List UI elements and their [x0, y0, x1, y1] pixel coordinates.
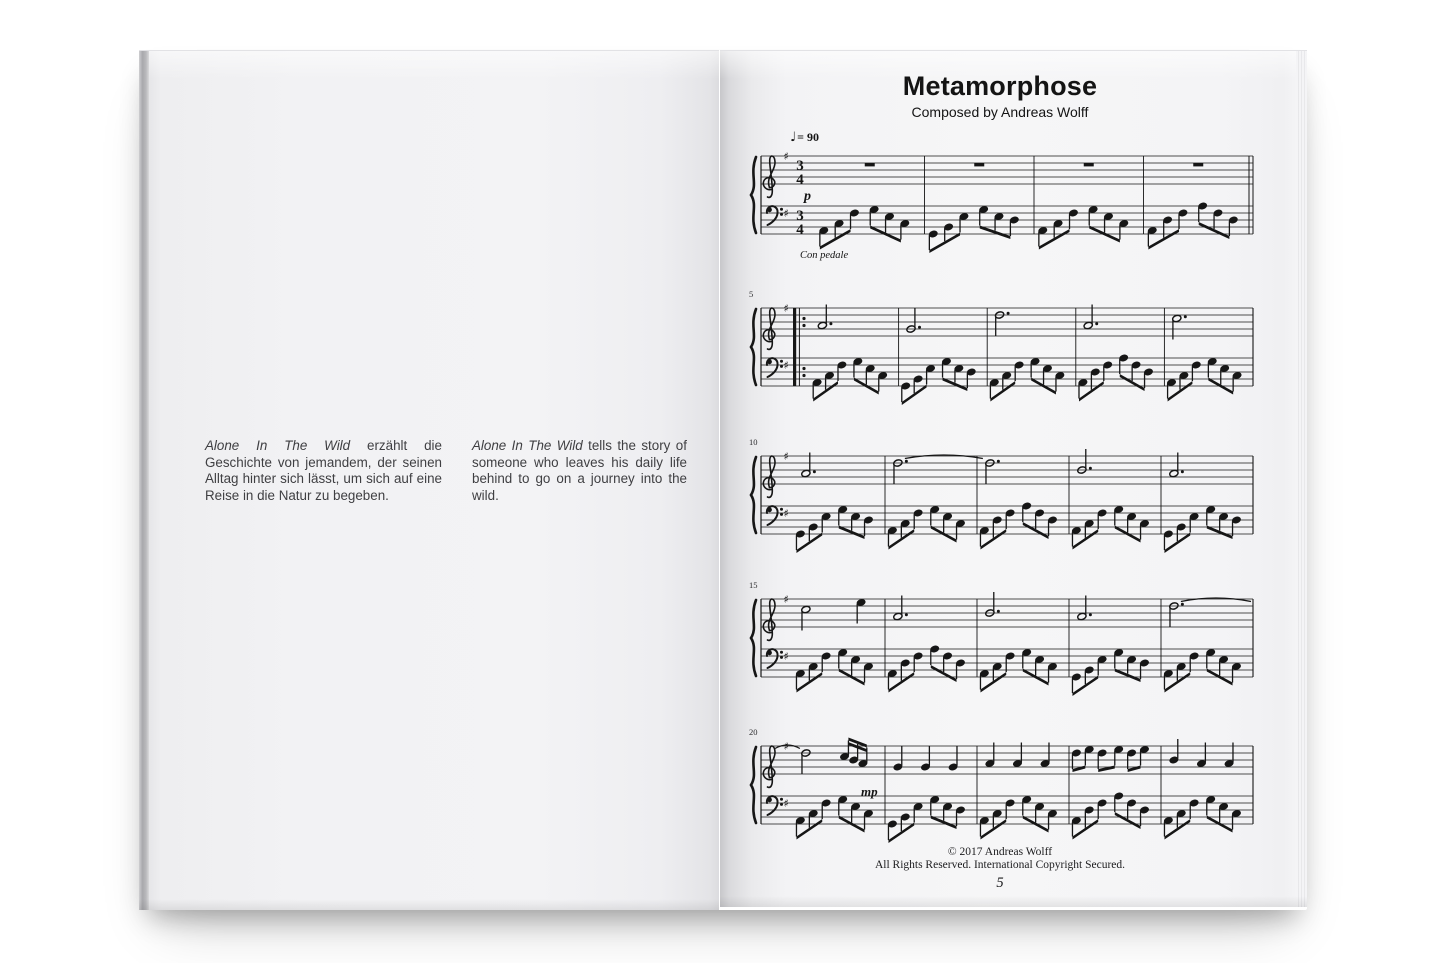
svg-text:♯: ♯	[783, 796, 789, 810]
svg-text:♯: ♯	[783, 593, 789, 607]
svg-text:♯: ♯	[783, 649, 789, 663]
svg-text:♯: ♯	[783, 506, 789, 520]
german-description	[205, 438, 442, 504]
music-system-4	[745, 589, 1255, 701]
right-page	[720, 50, 1307, 907]
page-number: 5	[996, 875, 1004, 891]
work-title-english: Alone In The Wild	[472, 438, 583, 453]
svg-text:♯: ♯	[783, 302, 789, 316]
page-edge-right	[1296, 51, 1307, 907]
quarter-note-icon: ♩	[790, 130, 797, 145]
svg-text:♯: ♯	[783, 740, 789, 754]
svg-text:4: 4	[796, 171, 804, 188]
tempo-value: = 90	[797, 130, 819, 144]
music-system-2	[745, 298, 1255, 410]
composer-credit: Composed by Andreas Wolff	[911, 104, 1089, 120]
measure-number-20: 20	[749, 727, 758, 737]
english-description	[472, 438, 687, 504]
svg-text:♯: ♯	[783, 450, 789, 464]
left-page	[139, 50, 719, 910]
german-description-text: erzählt die Geschichte von jemandem, der seinen Alltag hinter sich lässt, um sich auf eine Reise in die Natur zu begeben.	[205, 438, 442, 503]
svg-text:3: 3	[796, 157, 804, 174]
pedal-marking: Con pedale	[800, 250, 849, 261]
dynamic-p: p	[804, 189, 811, 204]
music-system-3	[745, 446, 1255, 558]
measure-number-5: 5	[749, 289, 754, 299]
page-stack-edge	[139, 51, 149, 910]
tempo-marking	[790, 130, 819, 145]
copyright-block	[745, 846, 1255, 872]
svg-text:♯: ♯	[783, 358, 789, 372]
copyright-line-1: © 2017 Andreas Wolff	[947, 846, 1053, 858]
measure-number-10: 10	[749, 437, 758, 447]
dynamic-mp: mp	[861, 784, 878, 799]
svg-text:4: 4	[796, 221, 804, 238]
piece-title: Metamorphose	[902, 71, 1098, 101]
copyright-line-2: All Rights Reserved. International Copyright Secured.	[874, 858, 1126, 871]
music-system-5	[745, 736, 1255, 848]
work-title-german: Alone In The Wild	[205, 438, 351, 453]
english-description-text: tells the story of someone who leaves his daily life behind to go on a journey into the wild.	[472, 438, 687, 503]
music-system-1	[745, 146, 1255, 258]
svg-text:♯: ♯	[783, 206, 789, 220]
svg-text:3: 3	[796, 207, 804, 224]
measure-number-15: 15	[749, 580, 758, 590]
svg-text:♯: ♯	[783, 150, 789, 164]
songbook-spread	[139, 50, 1307, 910]
